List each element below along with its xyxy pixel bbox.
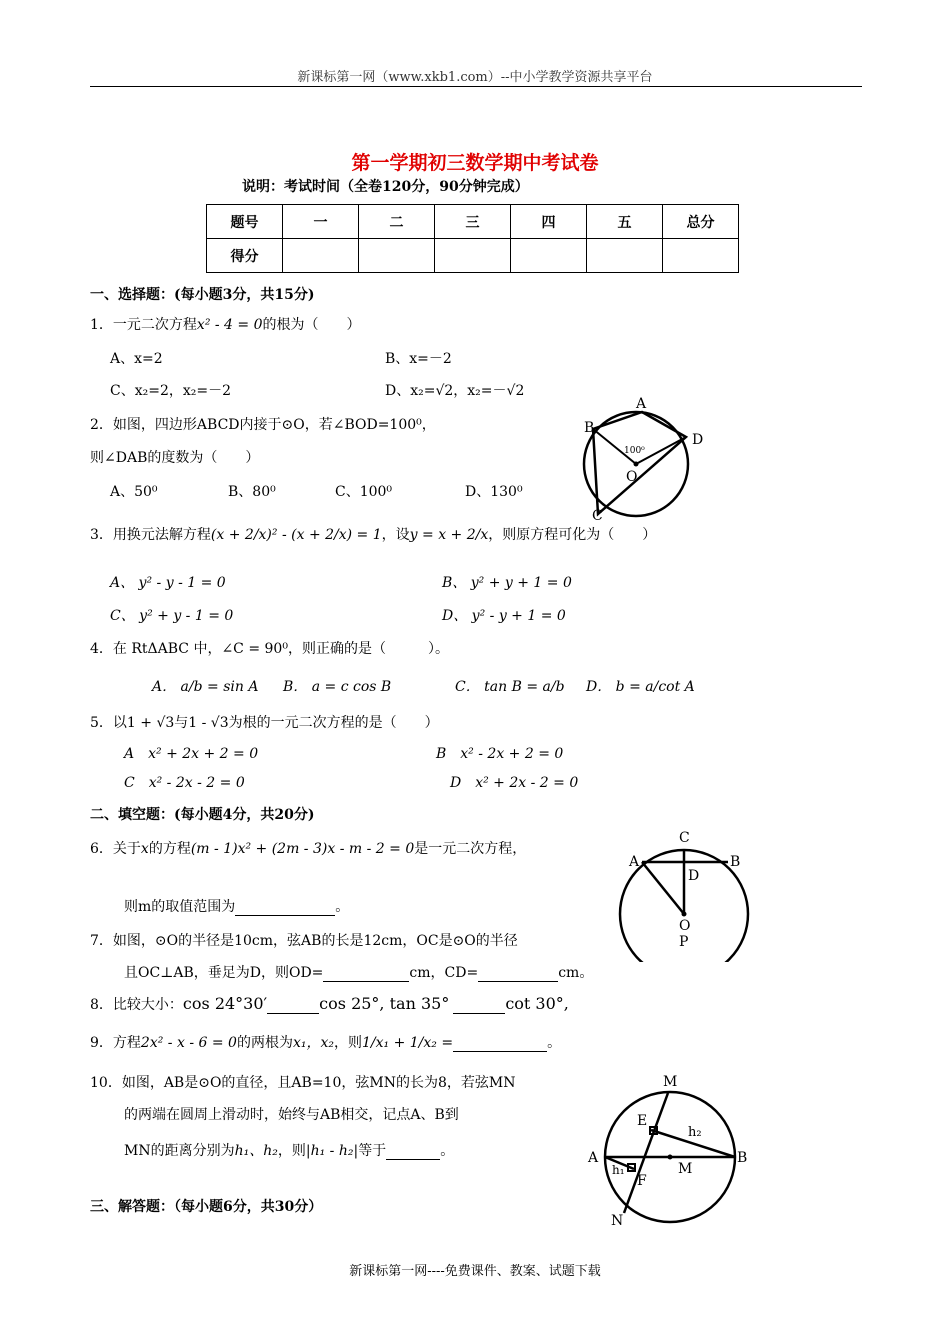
q9-answer-blank[interactable] <box>453 1035 547 1052</box>
score-header-cell: 二 <box>359 205 435 239</box>
q8-blank-2[interactable] <box>453 997 505 1014</box>
q8-pre: 8．比较大小： <box>90 997 183 1013</box>
q2-option-a: A、50⁰ <box>110 484 158 500</box>
fig3-label-h2: h₂ <box>688 1125 702 1140</box>
fig3-label-h1: h₁ <box>612 1163 625 1177</box>
question-10-line3 <box>124 1140 454 1160</box>
q9-mid: 的两根为 <box>236 1035 293 1051</box>
q3-option-a: A、 y² - y - 1 = 0 <box>110 575 226 591</box>
q5-stem: 5．以1 + √3与1 - √3为根的一元二次方程的是（ ） <box>90 715 439 731</box>
q9-then: ，则 <box>333 1035 362 1051</box>
exam-title: 第一学期初三数学期中考试卷 <box>351 152 599 174</box>
q2-option-c: C、100⁰ <box>335 484 393 500</box>
q10-h-symbols: h₁、h₂ <box>234 1143 278 1159</box>
q3-option-c: C、 y² + y - 1 = 0 <box>110 608 234 624</box>
fig3-label-m: M <box>663 1074 678 1090</box>
score-table-score-row <box>207 239 739 273</box>
q1-option-c: C、x₂=2，x₂=－2 <box>110 383 232 399</box>
score-cell <box>359 239 435 273</box>
figure-diameter-chord <box>584 1068 756 1230</box>
fig3-label-f: F <box>637 1173 647 1189</box>
q3-option-d: D、 y² - y + 1 = 0 <box>442 608 566 624</box>
q4-option-d: D． b = a/cot A <box>586 679 695 695</box>
q10-answer-blank[interactable] <box>386 1143 440 1160</box>
score-header-cell: 三 <box>435 205 511 239</box>
section-fill-heading: 二、填空题：(每小题4分，共20分) <box>90 807 315 823</box>
q6-pre: 6．关于 <box>90 841 141 857</box>
q9-expression: 1/x₁ + 1/x₂ = <box>361 1035 454 1051</box>
section-solve-heading: 三、解答题：（每小题6分，共30分） <box>90 1199 323 1215</box>
fig3-label-center-m: M <box>678 1161 693 1177</box>
q3-mid: ，设 <box>381 527 410 543</box>
fig2-label-p: P <box>679 934 689 950</box>
q1-stem-text: 1．一元二次方程 <box>90 317 197 333</box>
q9-end: 。 <box>547 1035 562 1051</box>
q7-cd-blank[interactable] <box>478 965 558 982</box>
q2-option-d: D、130⁰ <box>465 484 523 500</box>
question-3-stem <box>90 524 656 544</box>
q3-stem-text: 3．用换元法解方程 <box>90 527 211 543</box>
score-cell <box>587 239 663 273</box>
q6-tail: 是一元二次方程， <box>414 841 527 857</box>
question-7-line2 <box>124 962 593 982</box>
q5-option-d: D x² + 2x - 2 = 0 <box>450 775 579 791</box>
question-9 <box>90 1032 561 1052</box>
q7-line1: 7．如图，⊙O的半径是10cm，弦AB的长是12cm，OC是⊙O的半径 <box>90 933 518 949</box>
fig3-label-e: E <box>637 1113 648 1129</box>
q3-equation: (x + 2/x)² - (x + 2/x) = 1 <box>210 527 382 543</box>
question-6-line2 <box>124 896 349 916</box>
q7-od-blank[interactable] <box>323 965 409 982</box>
fig2-label-c: C <box>679 830 690 846</box>
q6-end: 。 <box>335 899 350 915</box>
q7-line2a: 且OC⊥AB，垂足为D，则OD= <box>124 965 324 981</box>
q10-line3a: MN的距离分别为 <box>124 1143 235 1159</box>
q3-substitution: y = x + 2/x <box>409 527 489 543</box>
q9-equation: 2x² - x - 6 = 0 <box>140 1035 237 1051</box>
score-row-label: 得分 <box>207 239 283 273</box>
q1-tail: 的根为（ ） <box>262 317 361 333</box>
score-header-cell: 四 <box>511 205 587 239</box>
q5-option-a: A x² + 2x + 2 = 0 <box>124 746 259 762</box>
question-8 <box>90 994 569 1014</box>
q10-abs-expr: |h₁ - h₂| <box>305 1143 359 1159</box>
fig3-label-n: N <box>611 1213 624 1229</box>
q2-line1: 2．如图，四边形ABCD内接于⊙O，若∠BOD=100⁰， <box>90 417 436 433</box>
q2-line2: 则∠DAB的度数为（ ） <box>90 450 260 466</box>
exam-note: 说明：考试时间（全卷120分，90分钟完成） <box>242 179 529 195</box>
q5-option-c: C x² - 2x - 2 = 0 <box>124 775 245 791</box>
figure-inscribed-quadrilateral <box>566 392 716 524</box>
page-footer: 新课标第一网----免费课件、教案、试题下载 <box>349 1264 601 1279</box>
score-table-header-row <box>207 205 739 239</box>
fig1-center-dot <box>634 462 639 467</box>
fig1-angle-label: 100⁰ <box>624 446 645 456</box>
fig2-label-a: A <box>629 854 640 870</box>
q4-option-a: A． a/b = sin A <box>152 679 259 695</box>
q4-stem: 4．在 RtΔABC 中，∠C = 90⁰，则正确的是（ ）。 <box>90 641 449 657</box>
page-header: 新课标第一网（www.xkb1.com）--中小学教学资源共享平台 <box>297 70 653 85</box>
q2-option-b: B、80⁰ <box>228 484 276 500</box>
score-cell <box>511 239 587 273</box>
section-choice-heading: 一、选择题：(每小题3分，共15分) <box>90 287 315 303</box>
fig3-center-dot <box>668 1155 673 1160</box>
fig2-center-dot <box>682 912 687 917</box>
q9-root1: x₁， <box>292 1035 321 1051</box>
q1-option-b: B、x=－2 <box>385 351 452 367</box>
fig3-label-a: A <box>588 1150 599 1166</box>
q6-variable: x <box>140 841 149 857</box>
fig1-label-a: A <box>636 396 647 412</box>
q1-option-a: A、x=2 <box>110 351 163 367</box>
q3-tail: ，则原方程可化为（ ） <box>488 527 657 543</box>
figure-chord-radius <box>612 822 757 962</box>
header-divider <box>90 86 862 87</box>
fig3-label-b: B <box>737 1150 748 1166</box>
q8-expr1: cos 24°30′ <box>182 994 268 1013</box>
q4-option-c: C． tan B = a/b <box>455 679 565 695</box>
question-1-stem <box>90 314 361 334</box>
q8-expr2: cos 25°, tan 35° <box>319 994 450 1013</box>
fig2-label-b: B <box>730 854 741 870</box>
score-cell <box>663 239 739 273</box>
score-header-cell: 题号 <box>207 205 283 239</box>
score-header-cell: 五 <box>587 205 663 239</box>
q6-mid: 的方程 <box>148 841 191 857</box>
score-header-cell: 总分 <box>663 205 739 239</box>
q6-line2: 则m的取值范围为 <box>124 899 236 915</box>
q6-equation: (m - 1)x² + (2m - 3)x - m - 2 = 0 <box>190 841 415 857</box>
q5-option-b: B x² - 2x + 2 = 0 <box>436 746 564 762</box>
q8-expr3: cot 30°, <box>505 994 569 1013</box>
q8-blank-1[interactable] <box>267 997 319 1014</box>
q10-line3c: 等于 <box>358 1143 387 1159</box>
fig1-label-d: D <box>692 432 704 448</box>
q10-line2: 的两端在圆周上滑动时，始终与AB相交，记点A、B到 <box>124 1107 459 1123</box>
q1-option-d: D、x₂=√2，x₂=－√2 <box>385 383 525 399</box>
fig1-label-b: B <box>584 420 595 436</box>
q9-root2: x₂ <box>320 1035 334 1051</box>
score-cell <box>435 239 511 273</box>
score-table <box>206 204 739 273</box>
fig2-segment-oa <box>642 862 684 914</box>
fig1-label-c: C <box>592 508 603 524</box>
score-header-cell: 一 <box>283 205 359 239</box>
fig1-label-o: O <box>626 469 638 485</box>
q3-option-b: B、 y² + y + 1 = 0 <box>442 575 572 591</box>
question-6-line1 <box>90 838 526 858</box>
q7-line2b: cm，CD= <box>409 965 479 981</box>
q4-option-b: B． a = c cos B <box>283 679 392 695</box>
score-cell <box>283 239 359 273</box>
q7-line2c: cm。 <box>558 965 594 981</box>
q10-end: 。 <box>440 1143 455 1159</box>
fig2-label-d: D <box>688 868 700 884</box>
q10-line3b: ，则 <box>277 1143 306 1159</box>
q9-pre: 9．方程 <box>90 1035 141 1051</box>
q1-equation: x² - 4 = 0 <box>196 317 263 333</box>
q10-line1: 10．如图，AB是⊙O的直径，且AB=10，弦MN的长为8，若弦MN <box>90 1075 516 1091</box>
fig3-chord-mn <box>624 1093 668 1213</box>
q6-answer-blank[interactable] <box>235 899 335 916</box>
fig2-label-o: O <box>679 918 691 934</box>
